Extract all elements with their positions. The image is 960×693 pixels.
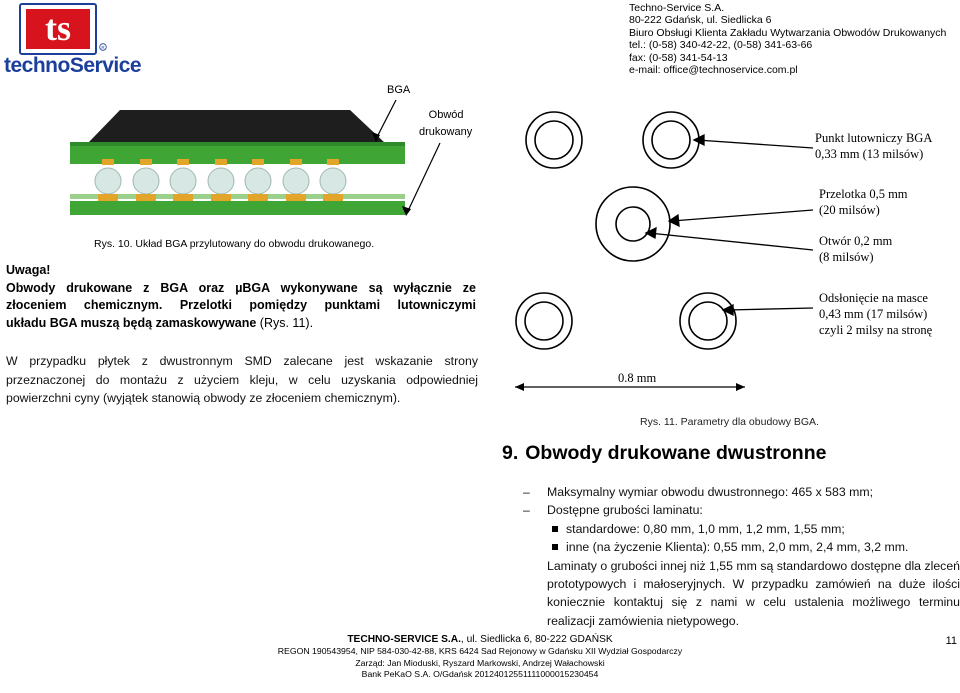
page-footer (0, 634, 960, 681)
company-address: 80-222 Gdańsk, ul. Siedlicka 6 (629, 14, 772, 27)
warning-line-2: złoceniem chemicznym. Przelotki pomiędzy punktami lutowniczymi (6, 298, 476, 313)
max-dimension-text: Maksymalny wymiar obwodu dwustronnego: 465 x 583 mm; (547, 485, 874, 499)
figure-11-caption: Rys. 11. Parametry dla obudowy BGA. (640, 416, 819, 428)
bga-chip (88, 110, 385, 143)
label-via-1: Przelotka 0,5 mm (819, 187, 908, 201)
footer-company: TECHNO-SERVICE S.A. (347, 634, 461, 645)
pcb-board (70, 201, 405, 215)
paragraph-line-3: powierzchni cyny (wyjątek stanowią obwody ze złoceniem chemicznym). (6, 391, 401, 406)
label-mask-1: Odsłonięcie na masce (819, 291, 928, 305)
page-number: 11 (945, 635, 957, 647)
label-pad-2: 0,33 mm (13 milsów) (815, 147, 924, 161)
label-bga: BGA (387, 84, 411, 96)
paragraph-line-1: W przypadku płytek z dwustronnym SMD zalecane jest wskazanie strony (6, 354, 478, 368)
thickness-heading: Dostępne grubości laminatu: (547, 503, 703, 518)
warning-title: Uwaga! (6, 263, 51, 277)
solder-balls (95, 168, 346, 194)
figure-10-caption: Rys. 10. Układ BGA przylutowany do obwodu drukowanego. (94, 238, 375, 250)
list-item (523, 501, 960, 519)
label-via-2: (20 milsów) (819, 203, 880, 217)
section-heading (502, 442, 826, 465)
section-specs (523, 483, 960, 632)
label-pad-1: Punkt lutowniczy BGA (815, 131, 933, 145)
section-title: Obwody drukowane dwustronne (525, 442, 827, 464)
sub-list-item (523, 538, 960, 556)
dash-bullet: – (523, 485, 530, 499)
logo-wordmark: technoService (4, 54, 142, 77)
footer-registration: REGON 190543954, NIP 584-030-42-88, KRS 6424 Sad Rejonowy w Gdańsku XII Wydział Gospodarczy (277, 645, 683, 656)
via-hole (616, 207, 650, 241)
square-bullet-icon (552, 526, 558, 532)
standard-thickness-text: standardowe: 0,80 mm, 1,0 mm, 1,2 mm, 1,55 mm; (566, 521, 845, 536)
warning-figure-ref: (Rys. 11). (259, 315, 314, 330)
footer-address: , ul. Siedlicka 6, 80-222 GDAŃSK (460, 634, 613, 645)
warning-block (6, 262, 476, 332)
leader-arrows (646, 135, 813, 315)
via (596, 187, 670, 261)
list-item (523, 483, 960, 501)
label-hole-2: (8 milsów) (819, 250, 874, 264)
laminate-paragraph: Laminaty o grubości innej niż 1,55 mm są standardowo dostępne dla zleceń prototypowych i małoseryjnych. W przypadku zamówień na duże ilości koniecznie kontaktuj się z nami w celu ustalenia możliwego terminu realizacji zamówienia nietypowego. (547, 558, 960, 628)
warning-line-3: układu BGA muszą będą zamaskowywane (6, 315, 257, 330)
bga-land-pattern-figure (515, 100, 960, 415)
footer-bank: Bank PeKaO S.A. O/Gdańsk 20124012551111000015230454 (361, 669, 599, 680)
svg-text:R: R (101, 45, 105, 50)
footer-board: Zarząd: Jan Mioduski, Ryszard Markowski, Andrzej Wałachowski (355, 657, 605, 668)
custom-thickness-text: inne (na życzenie Klienta): 0,55 mm, 2,0 mm, 2,4 mm, 3,2 mm. (566, 540, 909, 555)
phone: tel.: (0-58) 340-42-22, (0-58) 341-63-66 (629, 39, 813, 52)
fax: fax: (0-58) 341-54-13 (629, 51, 728, 64)
sub-list-item (523, 520, 960, 538)
section-number: 9. (502, 442, 519, 464)
company-contact (629, 2, 946, 76)
email: e-mail: office@technoservice.com.pl (629, 64, 798, 77)
dash-bullet: – (523, 503, 530, 518)
label-mask-2: 0,43 mm (17 milsów) (819, 307, 928, 321)
smd-paragraph (6, 352, 478, 408)
office-name: Biuro Obsługi Klienta Zakładu Wytwarzania Obwodów Drukowanych (629, 26, 947, 39)
label-mask-3: czyli 2 milsy na stronę (819, 323, 933, 337)
label-pcb: Obwód drukowany (419, 109, 473, 138)
warning-line-1: Obwody drukowane z BGA oraz µBGA wykonywane są wyłącznie ze (6, 280, 476, 295)
paragraph-line-2: przeznaczonej do montażu z użyciem kleju, w celu uzyskania odpowiedniej (6, 372, 478, 387)
square-bullet-icon (552, 544, 558, 550)
label-pitch: 0.8 mm (618, 371, 657, 385)
logo-mark: ts (45, 8, 71, 48)
company-name: Techno-Service S.A. (629, 2, 725, 14)
company-logo (4, 2, 142, 80)
label-hole-1: Otwór 0,2 mm (819, 234, 893, 248)
